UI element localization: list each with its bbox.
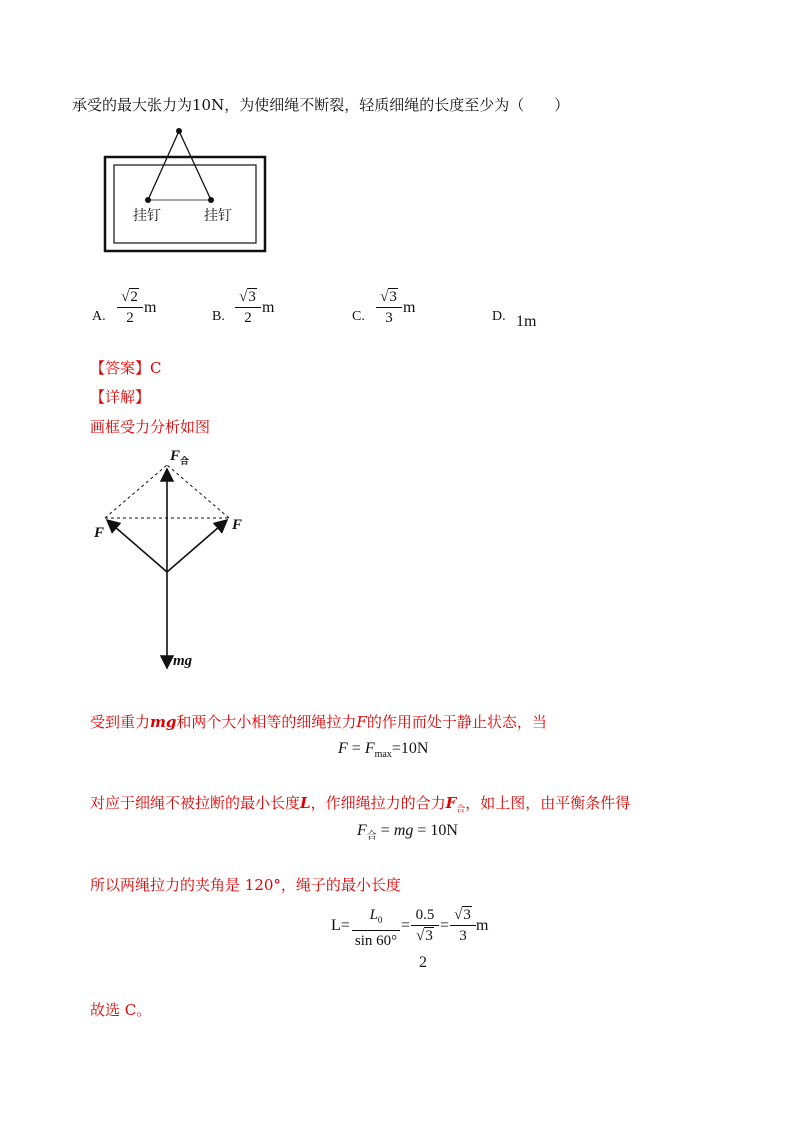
eq3-fraction-3: √3 3 xyxy=(450,906,476,945)
line2-L: L xyxy=(300,794,311,812)
line2-part-b: ，作细绳拉力的合力 xyxy=(310,794,446,812)
force-label-gravity: mg xyxy=(173,653,193,669)
nail-left-label: 挂钉 xyxy=(133,208,161,224)
question-stem: 承受的最大张力为10N，为使细绳不断裂，轻质细绳的长度至少为（ ） xyxy=(72,96,570,114)
right-tension-arrow xyxy=(167,520,227,572)
eq2-mg: mg xyxy=(393,822,414,839)
option-a-unit: m xyxy=(144,299,157,316)
eq2-equals: = xyxy=(376,822,394,839)
eq3-f2-num: 0.5 xyxy=(415,907,435,923)
eq1-tail: =10N xyxy=(391,740,429,757)
eq1-equals: = xyxy=(347,740,365,757)
eq3-f1-num-sub: 0 xyxy=(377,915,383,925)
picture-frame-figure xyxy=(100,125,270,257)
eq3-equals-a: = xyxy=(401,917,411,934)
equation-2 xyxy=(357,822,458,842)
option-a-den: 2 xyxy=(126,310,134,326)
option-c-letter: C. xyxy=(352,309,365,324)
line2-sub: 合 xyxy=(456,805,466,815)
eq3-fraction-2: 0.5 √3 xyxy=(411,906,439,945)
eq3-fraction-1 xyxy=(352,906,400,950)
option-c-den: 3 xyxy=(385,310,393,326)
line2-part-c: ，如上图，由平衡条件得 xyxy=(465,794,631,812)
option-a-fraction: √2 2 xyxy=(117,288,143,327)
force-label-left: F xyxy=(94,525,105,541)
eq3-prefix: L= xyxy=(331,917,350,934)
equation-1 xyxy=(338,740,428,760)
force-diagram xyxy=(90,445,260,680)
eq3-f3-den: 3 xyxy=(459,928,467,944)
explanation-intro: 画框受力分析如图 xyxy=(90,418,211,436)
option-d-value: 1m xyxy=(516,313,537,330)
nail-right-dot xyxy=(208,197,214,203)
eq3-f1-num: L xyxy=(369,907,378,923)
option-c-num: 3 xyxy=(389,289,397,305)
eq2-lhs-sub: 合 xyxy=(366,831,377,843)
answer-line xyxy=(90,358,162,378)
explanation-label: 【详解】 xyxy=(90,388,151,406)
eq1-lhs: F xyxy=(338,740,348,757)
frame-inner xyxy=(114,165,256,243)
explanation-conclusion: 故选 C。 xyxy=(90,1001,152,1019)
dashed-right-parallelogram-edge xyxy=(167,465,229,518)
option-a-letter: A. xyxy=(92,309,106,324)
force-label-resultant-sub: 合 xyxy=(180,456,190,466)
option-c-fraction: √3 3 xyxy=(376,288,402,327)
force-label-resultant-symbol: F xyxy=(170,448,181,464)
line1-F: F xyxy=(356,713,367,731)
option-c-unit: m xyxy=(403,299,416,316)
eq3-f3-num-rad: 3 xyxy=(463,907,471,923)
option-b-den: 2 xyxy=(244,310,252,326)
option-d-letter: D. xyxy=(492,309,506,324)
line2-F: F xyxy=(445,794,457,812)
line1-part-c: 的作用而处于静止状态，当 xyxy=(366,713,547,731)
dashed-left-parallelogram-edge xyxy=(105,465,167,518)
left-tension-arrow xyxy=(107,520,167,572)
force-label-resultant xyxy=(170,448,189,467)
explanation-line-2 xyxy=(90,793,630,820)
answer-label: 【答案】 xyxy=(90,359,151,377)
eq1-rhs-sub: max xyxy=(374,749,392,761)
line2-part-a: 对应于细绳不被拉断的最小长度 xyxy=(90,794,301,812)
explanation-line-3: 所以两绳拉力的夹角是 120°，绳子的最小长度 xyxy=(90,876,401,894)
eq3-f1-den: sin 60° xyxy=(354,933,398,949)
option-b-num: 3 xyxy=(248,289,256,305)
option-a-num: 2 xyxy=(130,289,138,305)
line1-part-a: 受到重力 xyxy=(90,713,151,731)
force-label-right: F xyxy=(232,517,243,533)
eq2-tail: = 10N xyxy=(413,822,458,839)
eq3-f2-den-rad: 3 xyxy=(425,928,433,944)
option-b-letter: B. xyxy=(212,309,225,324)
eq3-unit: m xyxy=(476,917,489,934)
eq2-lhs: F xyxy=(357,822,367,839)
nail-left-dot xyxy=(145,197,151,203)
line1-part-b: 和两个大小相等的细绳拉力 xyxy=(176,713,357,731)
frame-outer xyxy=(105,157,265,251)
option-b-unit: m xyxy=(262,299,275,316)
answer-value: C xyxy=(150,359,162,377)
eq3-f2-den-under: 2 xyxy=(419,954,427,971)
option-b-fraction: √3 2 xyxy=(235,288,261,327)
nail-right-label: 挂钉 xyxy=(204,208,232,224)
eq1-rhs: F xyxy=(364,740,375,757)
eq3-equals-b: = xyxy=(440,917,450,934)
line1-mg: mg xyxy=(150,713,177,731)
explanation-line-1 xyxy=(90,712,547,732)
hook-point xyxy=(176,128,182,134)
